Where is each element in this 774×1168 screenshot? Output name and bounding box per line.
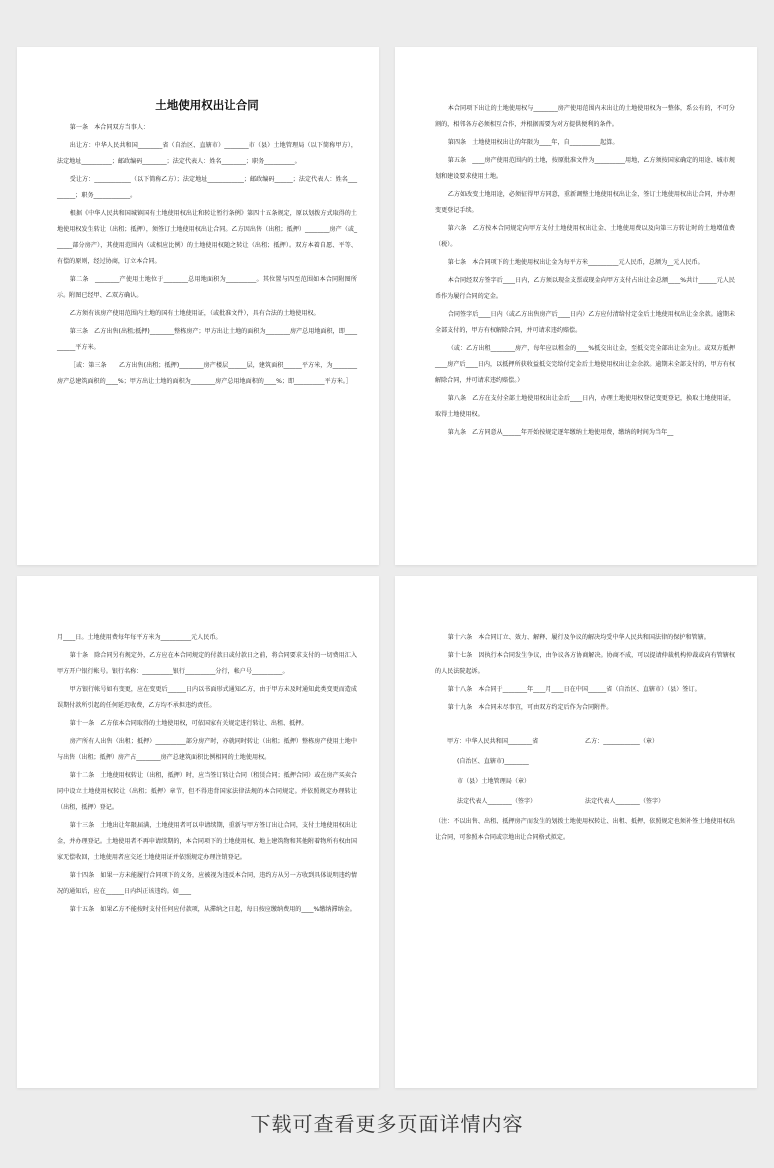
contract-note: （注：不以出售、出租、抵押房产而发生的划拨土地使用权转让、出租、抵押，依照规定也须补签土地使用权出让合同，可参照本合同或宗地出让合同格式拟定。 <box>435 818 735 841</box>
paragraph: 第九条 乙方同意从______年开始按规定逐年缴纳土地使用费，缴纳的时间为当年__ <box>447 429 674 436</box>
paragraph: 第三条 乙方出售(出租;抵押)________整栋房产；甲方出让土地的面积为________房产总用地面积，即__________平方米。 <box>57 328 357 351</box>
signature-reps-row <box>435 794 735 810</box>
paragraph: 第八条 乙方在支付全部土地使用权出让金后____日内，办理土地使用权登记变更登记，换取土地使用证，取得土地使用权。 <box>435 395 735 418</box>
paragraph: 合同签字后____日内（或乙方出售房产后____日内）乙方应付清给付定金后土地使用权出让金余款。逾期未全部支付的，甲方有权解除合同，并可请求违约赔偿。 <box>435 311 735 334</box>
page-3-content <box>57 630 357 920</box>
document-page-2 <box>395 47 757 565</box>
paragraph: 根据《中华人民共和国城镇国有土地使用权出让和转让暂行条例》第四十五条规定，原以划拨方式取得的土地使用权发生转让（出租；抵押），须签订土地使用权出让合同。乙方因出售（出租；抵押）________房产（或______部分房产），其使用范围内（或相应比例）的土地使用权随之转让（出租；抵押）。双方本着自愿、平等、有偿的原则，经过协商，订立本合同。 <box>57 210 357 265</box>
paragraph: 出让方：中华人民共和国________省（自治区、直辖市）________市（县）土地管理局（以下简称甲方），法定地址__________；邮政编码________；法定代表人：姓名________；职务__________。 <box>57 142 357 165</box>
signature-block <box>435 734 735 846</box>
paragraph: 受让方：____________（以下简称乙方）；法定地址____________；邮政编码______；法定代表人：姓名_________；职务____________。 <box>57 176 357 199</box>
paragraph: 第四条 土地使用权出让的年限为____年，自__________起算。 <box>447 139 619 146</box>
paragraph: （或：乙方出租________房产，每年应以租金的____%抵交出让金，至抵交完全部出让金为止。或双方抵押____房产后____日内，以抵押所获收益抵交完给付定金后土地使用权出让金余款。逾期未全部支付的，甲方有权解除合同，并可请求违约赔偿。） <box>435 345 735 384</box>
page-1-content <box>57 97 357 392</box>
party-a-region: (自治区、直辖市)________ <box>457 758 529 765</box>
page-4-content <box>435 630 735 848</box>
paragraph: 本合同经双方签字后____日内，乙方须以现金支票或现金向甲方支付占出让金总额____%共计______元人民币作为履行合同的定金。 <box>435 277 735 300</box>
paragraph: 第十五条 如果乙方不能按时支付任何应付款项，从滞纳之日起，每日按应缴纳费用的____%缴纳滞纳金。 <box>69 906 356 913</box>
paragraph: 第十三条 土地出让年限届满，土地使用者可以申请续期，重新与甲方签订出让合同，支付土地使用权出让金，并办理登记。土地使用者不再申请续期的，本合同项下的土地使用权、地上建筑物和其他附着物所有权由国家无偿收回，土地使用者应交还土地使用证并依照规定办理注销登记。 <box>57 822 357 861</box>
document-page-1 <box>17 47 379 565</box>
document-page-4 <box>395 576 757 1088</box>
paragraph: 第十七条 因执行本合同发生争议，由争议各方协商解决。协商不成，可以提请仲裁机构仲裁或向有管辖权的人民法院起诉。 <box>435 652 735 675</box>
paragraph: 月____日。土地使用费每年每平方米为__________元人民币。 <box>57 634 222 641</box>
paragraph: 第十一条 乙方依本合同取得的土地使用权，可依国家有关规定进行转让、出租、抵押。 <box>69 720 308 727</box>
paragraph: 房产所有人出售（出租；抵押）__________部分房产时，亦就同时转让（出租；抵押）整栋房产使用土地中与出售（出租；抵押）房产占________房产总建筑面积比例相同的土地使用权。 <box>57 738 357 761</box>
paragraph: 第十六条 本合同订立、效力、解释、履行及争议的解决均受中华人民共和国法律的保护和管辖。 <box>447 634 710 641</box>
party-a-representative: 法定代表人________（签字） <box>457 798 537 805</box>
paragraph: 第七条 本合同项下的土地使用权出让金为每平方米__________元人民币，总额为__元人民币。 <box>447 259 704 266</box>
contract-title: 土地使用权出让合同 <box>155 98 259 112</box>
paragraph: 第二条 ________产使用土地位于________总用地面积为__________。其位置与四至范围如本合同附图所示。附图已经甲、乙双方确认。 <box>57 276 357 299</box>
paragraph: 第十九条 本合同未尽事宜，可由双方约定后作为合同附件。 <box>447 704 613 711</box>
paragraph: 第五条 ____房产使用范围内的土地，按原批准文件为__________用地，乙方须按国家确定的用途、城市规划和建设要求使用土地。 <box>435 157 735 180</box>
paragraph: ［或：第三条 乙方出售(出租；抵押)________房产楼层______层，建筑面积______平方米，为________房产总建筑面积的____%；甲方出让土地的面积为________房产总用地面积的____%；即__________平方米。］ <box>57 362 357 385</box>
paragraph: 第十八条 本合同于________年____月____日在中国______省（自治区、直辖市）（县）签订。 <box>447 686 701 693</box>
page-2-content <box>435 101 735 443</box>
party-b-representative: 法定代表人________（签字） <box>585 798 665 805</box>
paragraph: 第十四条 如果一方未能履行合同项下的义务，应被视为违反本合同，违约方从另一方收到具体说明违约情况的通知后，应在______日内纠正该违约。如____ <box>57 872 357 895</box>
document-page-3 <box>17 576 379 1088</box>
paragraph: 本合同项下出让的土地使用权与________房产使用范围内未出让的土地使用权为一整体，系公有的，不可分割的，相邻各方必须相互合作，并根据需要为对方提供便利的条件。 <box>435 105 735 128</box>
party-a-name: 甲方：中华人民共和国________省 <box>447 738 539 745</box>
signature-parties-row <box>435 734 735 750</box>
paragraph: 乙方须有该房产使用范围内土地的国有土地使用证，（或批准文件），具有合法的土地使用权。 <box>69 310 320 317</box>
paragraph: 乙方如改变土地用途，必须征得甲方同意，重新调整土地使用权出让金，签订土地使用权出让合同，并办理变更登记手续。 <box>435 191 735 214</box>
party-b-name: 乙方：____________（章） <box>585 738 659 745</box>
paragraph: 甲方银行帐号如有变更，应在变更后______日内以书面形式通知乙方，由于甲方未及时通知此类变更而造成误期付款所引起的任何延迟收费，乙方均不承担违约责任。 <box>57 686 357 709</box>
paragraph: 第六条 乙方按本合同规定向甲方支付土地使用权出让金、土地使用费以及向第三方转让时的土地增值费（税）。 <box>435 225 735 248</box>
paragraph: 第一条 本合同双方当事人： <box>69 124 150 131</box>
party-a-bureau: 市（县）土地管理局（章） <box>457 778 531 785</box>
download-more-prompt[interactable]: 下载可查看更多页面详情内容 <box>250 1112 524 1136</box>
paragraph: 第十条 除合同另有规定外，乙方应在本合同规定的付款日或付款日之前，将合同要求支付的一切费用汇入甲方开户银行帐号。银行名称：__________银行__________分行，帐户号__________。 <box>57 652 357 675</box>
paragraph: 第十二条 土地使用权转让（出租，抵押）时，应当签订转让合同（租赁合同；抵押合同）或在房产买卖合同中设立土地使用权转让（出租；抵押）章节，但不得违背国家法律法规的本合同规定。并依照规定办理转让（出租，抵押）登记。 <box>57 772 357 811</box>
